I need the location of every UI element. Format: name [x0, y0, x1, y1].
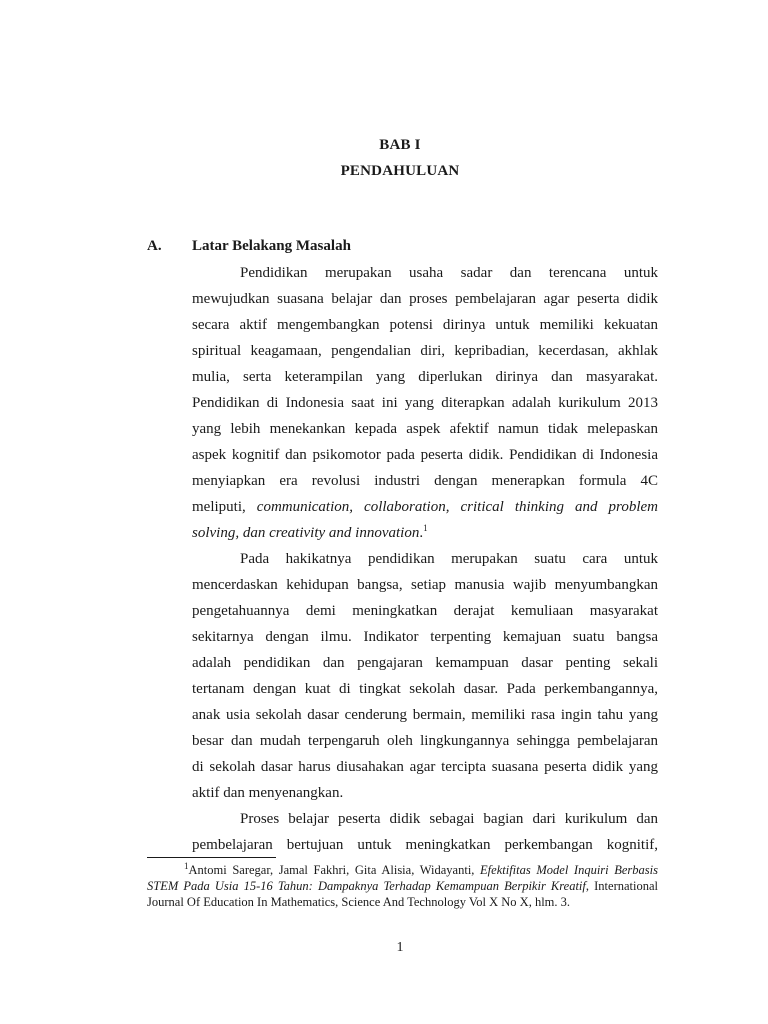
- paragraph-2-line: mencerdaskan kehidupan bangsa, setiap manusia wajib menyumbangkan: [192, 577, 658, 593]
- italic-terms: solving, dan creativity and innovation: [192, 525, 420, 541]
- paragraph-2-line: aktif dan menyenangkan.: [192, 785, 344, 801]
- footnote-title: Efektifitas Model Inquiri Berbasis: [480, 863, 659, 877]
- paragraph-1-line: mulia, serta keterampilan yang diperlukan dirinya dan masyarakat.: [192, 369, 658, 385]
- footnote-line: [184, 860, 659, 878]
- paragraph-1-line: menyiapkan era revolusi industri dengan menerapkan formula 4C: [192, 473, 658, 489]
- paragraph-2-line: sekitarnya dengan ilmu. Indikator terpenting kemajuan suatu bangsa: [192, 629, 658, 645]
- paragraph-2-line: pengetahuannya demi meningkatkan derajat kemuliaan masyarakat: [192, 603, 658, 619]
- italic-terms: communication, collaboration, critical thinking and problem: [256, 499, 658, 515]
- section-letter: A.: [147, 238, 162, 254]
- footnote-reference[interactable]: 1: [423, 523, 428, 533]
- paragraph-1-line: [192, 524, 658, 542]
- paragraph-1-line: secara aktif mengembangkan potensi dirinya untuk memiliki kekuatan: [192, 317, 658, 333]
- footnote-line: [147, 879, 658, 894]
- paragraph-2-line: tertanam dengan kuat di tingkat sekolah dasar. Pada perkembangannya,: [192, 681, 658, 697]
- footnote-line: Journal Of Education In Mathematics, Science And Technology Vol X No X, hlm. 3.: [147, 895, 571, 909]
- paragraph-1-line: Pendidikan di Indonesia saat ini yang diterapkan adalah kurikulum 2013: [192, 395, 658, 411]
- paragraph-1-line: mewujudkan suasana belajar dan proses pembelajaran agar peserta didik: [192, 291, 658, 307]
- section-title: Latar Belakang Masalah: [192, 238, 351, 254]
- paragraph-2-line: di sekolah dasar harus diusahakan agar tercipta suasana peserta didik yang: [192, 759, 658, 775]
- paragraph-1-line: spiritual keagamaan, pengendalian diri, kepribadian, kecerdasan, akhlak: [192, 343, 658, 359]
- paragraph-2-line: besar dan mudah terpengaruh oleh lingkungannya sehingga pembelajaran: [192, 733, 658, 749]
- paragraph-1-line: aspek kognitif dan psikomotor pada peserta didik. Pendidikan di Indonesia: [192, 447, 658, 463]
- paragraph-1-line: yang lebih menekankan kepada aspek afektif namun tidak melepaskan: [192, 421, 658, 437]
- footnote-number: 1: [184, 860, 189, 871]
- chapter-title: PENDAHULUAN: [340, 163, 460, 179]
- paragraph-2-line: Pada hakikatnya pendidikan merupakan suatu cara untuk: [240, 551, 658, 567]
- paragraph-1-line: [192, 498, 658, 516]
- paragraph-1-text: .: [419, 525, 424, 541]
- paragraph-3-line: pembelajaran bertujuan untuk meningkatkan perkembangan kognitif,: [192, 837, 658, 853]
- paragraph-2-line: anak usia sekolah dasar cenderung bermain, memiliki rasa ingin tahu yang: [192, 707, 658, 723]
- chapter-number: BAB I: [379, 137, 421, 153]
- footnote-journal: , International: [585, 879, 658, 893]
- footnote-divider: [147, 857, 276, 858]
- page-number: 1: [396, 940, 404, 955]
- paragraph-3-line: Proses belajar peserta didik sebagai bagian dari kurikulum dan: [240, 811, 658, 827]
- footnote-title: STEM Pada Usia 15-16 Tahun: Dampaknya Terhadap Kemampuan Berpikir Kreatif: [147, 879, 586, 893]
- paragraph-2-line: adalah pendidikan dan pengajaran kemampuan dasar penting sekali: [192, 655, 658, 671]
- paragraph-1-text: meliputi,: [192, 499, 257, 515]
- footnote-authors: Antomi Saregar, Jamal Fakhri, Gita Alisia, Widayanti,: [188, 863, 481, 877]
- paragraph-1-line: Pendidikan merupakan usaha sadar dan terencana untuk: [240, 265, 658, 281]
